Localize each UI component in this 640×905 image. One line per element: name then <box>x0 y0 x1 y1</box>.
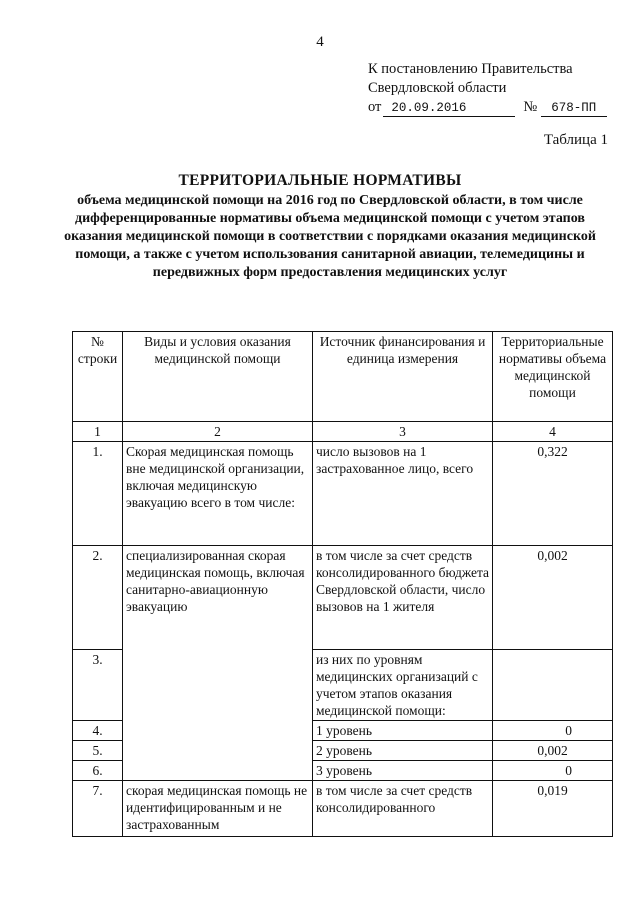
row-number: 4. <box>73 721 123 741</box>
funding-source-cell: 2 уровень <box>313 741 493 761</box>
norm-value-cell: 0,019 <box>493 781 613 837</box>
funding-source-cell: 1 уровень <box>313 721 493 741</box>
norm-value-cell: 0,002 <box>493 546 613 650</box>
page-number: 4 <box>316 34 324 50</box>
funding-source-cell: в том числе за счет средств консолидированного <box>313 781 493 837</box>
table-label: Таблица 1 <box>543 132 608 148</box>
approval-line-1: К постановлению Правительства <box>368 61 573 77</box>
norm-value-cell: 0,002 <box>493 741 613 761</box>
norm-value-cell <box>493 650 613 721</box>
table-header-row <box>73 332 613 422</box>
decree-date: 20.09.2016 <box>383 101 515 117</box>
funding-source-cell: из них по уровням медицинских организаций с учетом этапов оказания медицинской помощи: <box>313 650 493 721</box>
row-number: 1. <box>73 442 123 546</box>
column-number-row <box>73 422 613 442</box>
from-label: от <box>368 99 382 115</box>
row-number: 5. <box>73 741 123 761</box>
document-title: ТЕРРИТОРИАЛЬНЫЕ НОРМАТИВЫ <box>178 172 462 189</box>
approval-stamp <box>368 60 607 117</box>
header-row-number: № строки <box>73 332 123 422</box>
column-number: 4 <box>493 422 613 442</box>
norms-table <box>72 331 613 837</box>
table-row <box>73 781 613 837</box>
header-care-type: Виды и условия оказания медицинской помощи <box>123 332 313 422</box>
row-number: 3. <box>73 650 123 721</box>
document-subtitle: объема медицинской помощи на 2016 год по Свердловской области, в том числе дифференцированные нормативы объема медицинской помощи с учетом этапов оказания медицинской помощи в соответствии с порядками оказания медицинской помощи, а также с учетом использования санитарной авиации, телемедицины и передвижных форм предоставления медицинских услуг <box>64 193 596 280</box>
header-funding-source: Источник финансирования и единица измерения <box>313 332 493 422</box>
row-number: 2. <box>73 546 123 650</box>
number-label: № <box>523 99 538 115</box>
table-row <box>73 546 613 650</box>
decree-number: 678-ПП <box>541 101 607 117</box>
table-row <box>73 442 613 546</box>
norm-value-cell: 0,322 <box>493 442 613 546</box>
care-type-cell: специализированная скорая медицинская помощь, включая санитарно-авиационную эвакуацию <box>123 546 313 781</box>
header-norm-value: Территориальные нормативы объема медицинской помощи <box>493 332 613 422</box>
funding-source-cell: в том числе за счет средств консолидированного бюджета Свердловской области, число вызовов на 1 жителя <box>313 546 493 650</box>
approval-line-3 <box>368 98 607 117</box>
care-type-cell: Скорая медицинская помощь вне медицинской организации, включая медицинскую эвакуацию всего в том числе: <box>123 442 313 546</box>
norm-value-cell: 0 <box>493 761 613 781</box>
row-number: 6. <box>73 761 123 781</box>
row-number: 7. <box>73 781 123 837</box>
approval-line-2: Свердловской области <box>368 80 507 96</box>
norm-value-cell: 0 <box>493 721 613 741</box>
column-number: 3 <box>313 422 493 442</box>
column-number: 2 <box>123 422 313 442</box>
column-number: 1 <box>73 422 123 442</box>
funding-source-cell: 3 уровень <box>313 761 493 781</box>
funding-source-cell: число вызовов на 1 застрахованное лицо, всего <box>313 442 493 546</box>
care-type-cell: скорая медицинская помощь не идентифицированным и не застрахованным <box>123 781 313 837</box>
